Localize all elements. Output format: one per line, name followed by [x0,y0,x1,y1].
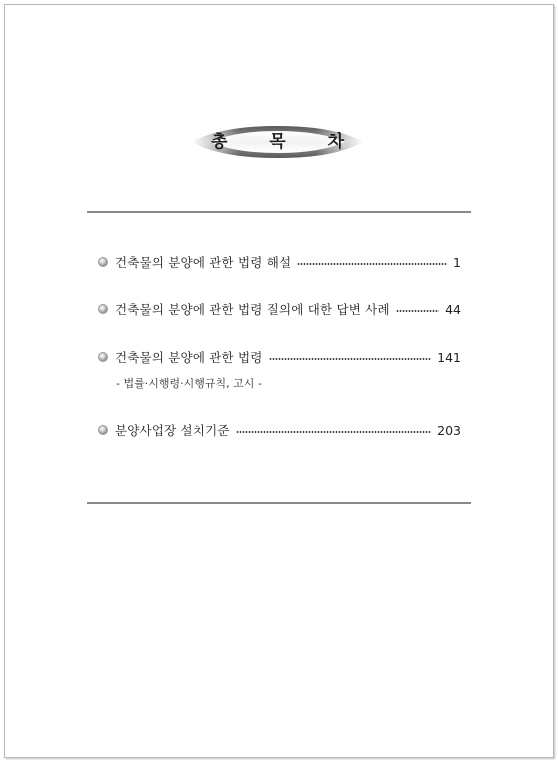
toc-entry-page: 141 [437,349,461,365]
document-page [4,4,554,758]
sphere-bullet-icon [98,352,108,362]
toc-entry-subtitle: - 법률·시행령·시행규칙, 고시 - [116,377,262,390]
sphere-bullet-icon [98,257,108,267]
bottom-divider [87,502,471,504]
sphere-bullet-icon [98,304,108,314]
top-divider [87,211,471,213]
toc-entry-page: 203 [437,422,461,438]
toc-entry-title: 분양사업장 설치기준 [115,423,230,438]
toc-entry-title: 건축물의 분양에 관한 법령 질의에 대한 답변 사례 [115,302,390,317]
title-banner [190,122,365,162]
dot-leader [297,263,447,265]
toc-entry-page: 1 [453,254,461,270]
toc-entry-1[interactable] [98,253,461,271]
toc-entry-4[interactable] [98,421,461,439]
toc-entry-3[interactable] [98,348,461,366]
toc-entry-title: 건축물의 분양에 관한 법령 해설 [115,255,292,270]
toc-entry-2[interactable] [98,300,461,318]
sphere-bullet-icon [98,425,108,435]
dot-leader [269,358,432,360]
toc-entry-page: 44 [445,301,461,317]
page-title: 총 목 차 [210,132,363,152]
dot-leader [396,310,439,312]
dot-leader [236,431,431,433]
toc-entry-title: 건축물의 분양에 관한 법령 [115,350,263,365]
